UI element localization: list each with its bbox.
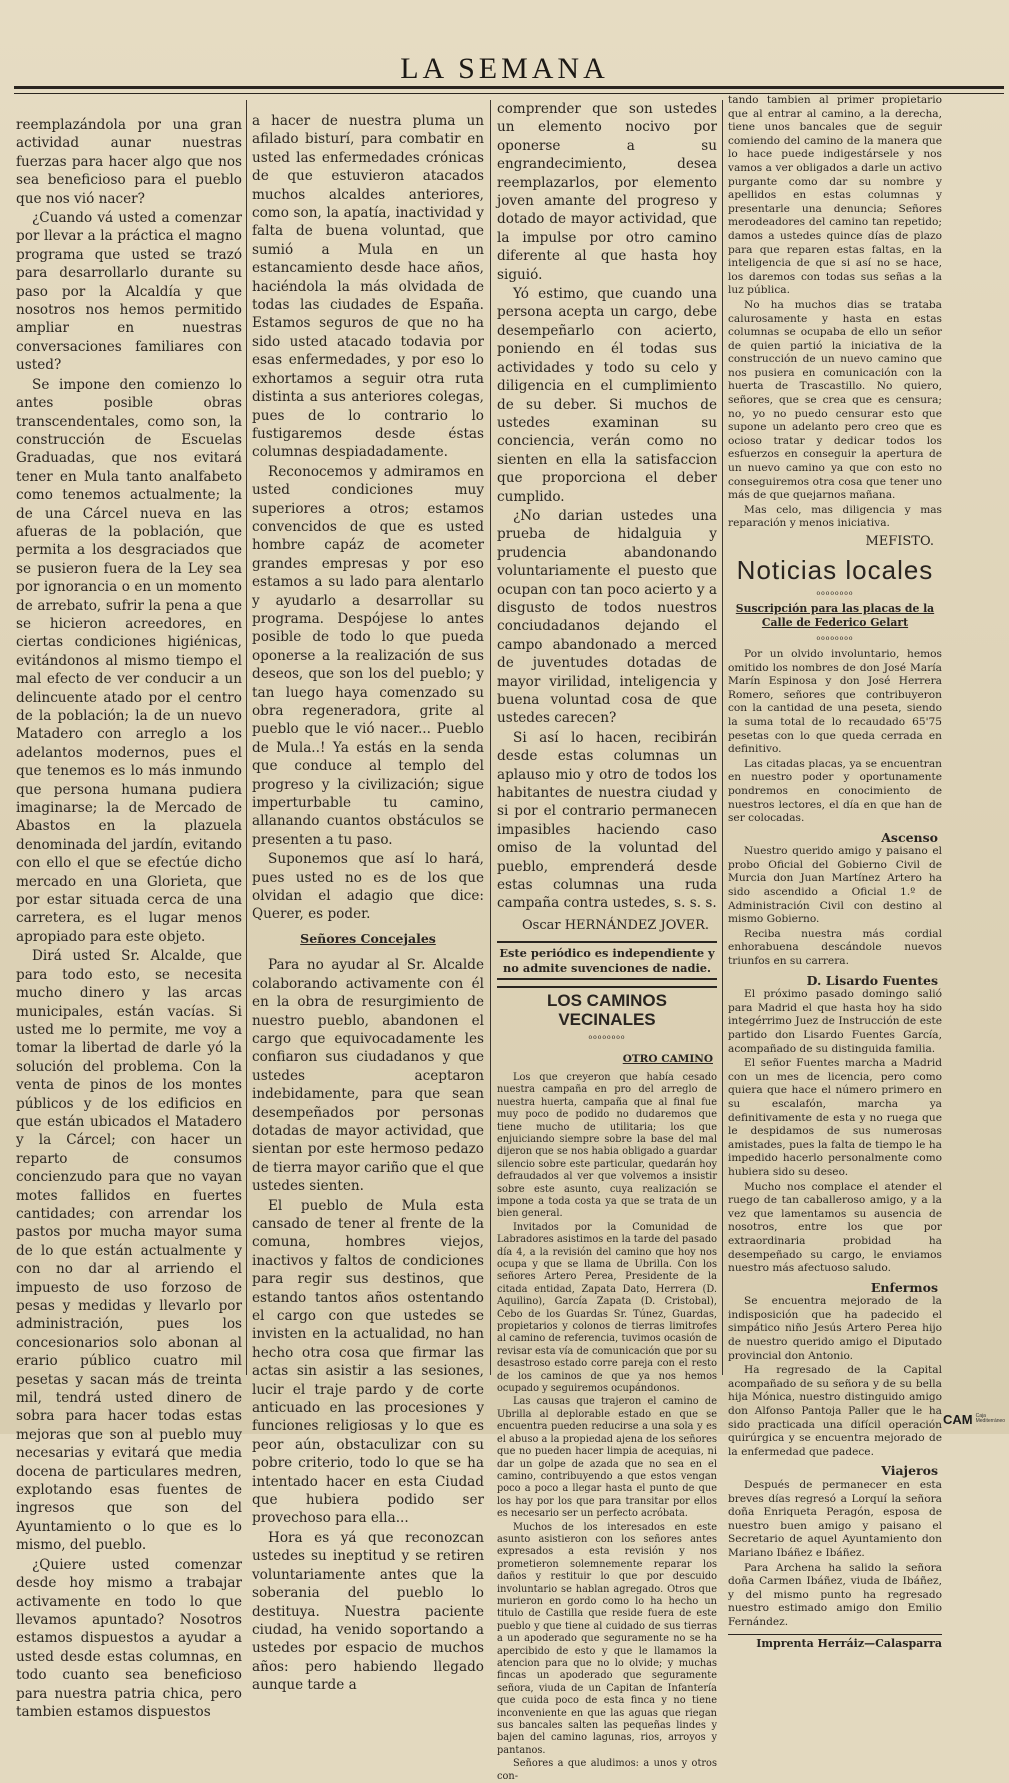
paragraph: El pueblo de Mula esta cansado de tener al frente de la comuna, hombres viejos, inactivos y faltos de condiciones para regir sus destinos, que estando tantos años ostentando el cargo con que ustedes se invisten en la actualidad, no han hecho otra cosa que firmar las actas sin asistir a las sesiones, lucir el traje pardo y de corte anticuado en las procesiones y funciones religiosas y lo que es peor aún, obstaculizar con su pobre criterio, todo lo que se ha intentado hacer en esta Ciudad que hubiera podido ser provechoso para ella...	[252, 1197, 484, 1527]
enfermos-title: Enfermos	[870, 1279, 938, 1295]
paragraph: Invitados por la Comunidad de Labradores asistimos en la tarde del pasado día 4, a la revisión del camino que hoy nos ocupa y que se llama de Ubrilla. Con los señores Artero Perea, Presidente de la citada entidad, Zapata Dato, Herrera (D. Aquilino), García Zapata (D. Cristobal), Cebo de los Guardas Sr. Túnez, Guardas, propietarios y colonos de tierras limitrofes al camino de referencia, tuvimos ocasión de revisar esta vía de comunicación que por su desastroso estado corre pareja con el resto de los caminos de que ya nos hemos ocupado y seguiremos ocupándonos.	[497, 1221, 717, 1395]
column-divider	[722, 100, 723, 1375]
paragraph: comprender que son ustedes un elemento nocivo por oponerse a su engrandecimiento, desea reemplazarlos, por elemento joven amante del progreso y dotado de mayor actividad, que la impulse por otro camino diferente al que hasta hoy siguió.	[497, 101, 717, 283]
paragraph: Por un olvido involuntario, hemos omitido los nombres de don José María Marín Espinosa y don José Herrera Romero, señores que contribuyeron con la cantidad de una peseta, siendo la suma total de lo recaudado 65'75 pesetas con lo que queda cerrada en definitivo.	[728, 647, 942, 756]
paragraph: Mas celo, mas diligencia y mas reparación y menos iniciativa.	[728, 503, 942, 530]
printer-credit: Imprenta Herráiz—Calasparra	[728, 1634, 942, 1651]
paragraph: a hacer de nuestra pluma un afilado bisturí, para combatir en usted las enfermedades crónicas de que estuvieron atacados muchos alcaldes anteriores, como son, la apatía, inactividad y falta de buena voluntad, que sumió a Mula en un estancamiento desde hace años, haciéndola la más olvidada de todas las ciudades de España. Estamos seguros de que no ha sido usted atacado todavia por esas enfermedades, y por eso lo exhortamos a seguir otra ruta distinta a sus anteriores colegas, pues de lo contrario lo fustigaremos desde éstas columnas despiadadamente.	[252, 113, 484, 461]
viajeros-title: Viajeros	[881, 1463, 938, 1479]
paragraph: Reconocemos y admiramos en usted condiciones muy superiores a otros; estamos convencidos de que es usted hombre capáz de acometer grandes empresas y por eso estamos a su lado para alentarlo y ayudarlo a desarrollar su programa. Despójese lo antes posible de todo lo que pueda oponerse a la realización de sus deseos, que son los del pueblo; y tan luego haya comenzado su obra regeneradora, grite al pueblo que le vió nacer... Pueblo de Mula..! Ya estás en la senda que conduce al templo del progreso y la civilización; sigue imperturbable tu camino, allanando cuantos obstáculos se presenten a tu paso.	[252, 463, 484, 848]
column-3	[497, 100, 717, 1782]
paragraph: Para no ayudar al Sr. Alcalde colaborando activamente con él en la obra de resurgimiento de nuestro pueblo, abandonen el cargo que equivocadamente les confiaron sus ciudadanos y que ustedes aceptaron indebidamente, para que sean desempeñados por personas dotadas de mayor actividad, que sientan por este hermoso pedazo de tierra mayor cariño que el que ustedes sienten.	[252, 957, 484, 1195]
independence-notice: Este periódico es independiente y no admite suvenciones de nadie.	[497, 941, 717, 980]
paragraph: Señores a que aludimos: a unos y otros con-	[497, 1758, 717, 1782]
paragraph: Para Archena ha salido la señora doña Carmen Ibáñez, viuda de Ibáñez, y del mismo punto ha regresado nuestro estimado amigo don Emilio Fernández.	[728, 1561, 942, 1628]
author-signature: Oscar HERNÁNDEZ JOVER.	[522, 917, 709, 933]
column-1	[16, 116, 242, 1720]
column-2	[252, 112, 484, 1694]
mefisto-signature: MEFISTO.	[865, 534, 934, 549]
suscripcion-title: Suscripción para las placas de la Calle de Federico Gelart	[735, 602, 935, 629]
lisardo-title: D. Lisardo Fuentes	[806, 972, 938, 988]
paragraph: Suponemos que así lo hará, pues usted no es de los que olvidan el adagio que dice: Querer, es poder.	[252, 851, 484, 923]
ascenso-title: Ascenso	[881, 829, 938, 845]
column-divider	[246, 100, 247, 1375]
ornament: oooooooo	[588, 1034, 626, 1042]
paragraph: Nuestro querido amigo y paisano el probo Oficial del Gobierno Civil de Murcia don Juan Martínez Artero ha sido ascendido a Oficial 1.º de Administración Civil con destino al mismo Gobierno.	[728, 845, 942, 926]
paragraph: Los que creyeron que había cesado nuestra campaña en pro del arreglo de nuestra huerta, campaña que al final fue muy poco de podido no dudaremos que tiene mucho de utilitaria; los que enjuiciando siempre sobre la base del mal dijeron que se nos habia obligado a guardar silencio sobre este particular, quedarán hoy defraudados al ver que volvemos a insistir sobre este asunto, cuya realización se impone a toda costa ya que se trata de un bien general.	[497, 1071, 717, 1220]
paragraph: Las causas que trajeron el camino de Ubrilla al deplorable estado en que se encuentra pueden reducirse a una sola y es el abuso a la propiedad ajena de los señores que no pueden hacer limpia de acequias, ni dar un golpe de azada que no sea en el camino, contribuyendo a que estos vengan poco a poco a llegar hasta el punto de que los hay por los que para transitar por ellos es necesario ser un perfecto acróbata.	[497, 1396, 717, 1520]
column-divider	[490, 100, 491, 1375]
noticias-locales-title: Noticias locales	[736, 554, 934, 585]
paragraph: El señor Fuentes marcha a Madrid con un mes de licencia, pero como quiera que hace el número primero en su escalafón, marcha ya definitivamente de esta y no ruega que le despidamos de sus numerosas amistades, pues la falta de tiempo le ha impedido hacerlo personalmente como hubiera sido su deseo.	[728, 1057, 942, 1178]
paragraph: Hora es yá que reconozcan ustedes su ineptitud y se retiren voluntariamente antes que la soberania del pueblo lo destituya. Nuestra paciente ciudad, ha venido soportando a ustedes por espacio de muchos años: pero habiendo llegado aunque tarde a	[252, 1529, 484, 1694]
paragraph: Se impone den comienzo lo antes posible obras transcendentales, como son, la construcción de Escuelas Graduadas, que nos evitará tener en Mula tanto analfabeto como tenemos actualmente; la de una Cárcel nueva en las afueras de la población, que permita a los desgraciados que se pusieron fuera de la Ley sea por ignorancia o en un momento de arrebato, sufrir la pena a que se hicieron acreedores, en ciertas condiciones higiénicas, evitándonos al mismo tiempo el mal efecto de ver conducir a un delincuente atado por el centro de la población; la de un nuevo Matadero con arreglo a los adelantos modernos, pues el que tenemos es lo más inmundo que persona humana pudiera imaginarse; la de Mercado de Abastos en la plazuela denominada del jardín, evitando con ello el que se efectúe dicho mercado en una Glorieta, que por estar situada cerca de una carretera, es el lugar menos apropiado para este objeto.	[16, 376, 242, 945]
paragraph: tando tambien al primer propietario que al entrar al camino, a la derecha, tiene unos bancales que de seguir comiendo del camino de la manera que lo hace puede indigestársele y nos vamos a ver obligados a darle un activo purgante como dar su nombre y apellidos en estas columnas y presentarle una denuncia; Señores merodeadores del camino tan repetido; damos a ustedes quince días de plazo para que reparen estas faltas, en la inteligencia de que si así no se hace, los daremos con todas sus señas a la luz pública.	[728, 94, 942, 297]
paragraph: Yó estimo, que cuando una persona acepta un cargo, debe desempeñarlo con acierto, poniendo en él todas sus actividades y todo su celo y diligencia en el cumplimiento de su deber. Si muchos de ustedes examinan su conciencia, verán como no sienten en ella la satisfaccion que proporciona el deber cumplido.	[497, 286, 717, 505]
paragraph: El próximo pasado domingo salió para Madrid el que hasta hoy ha sido integérrimo Juez de Instrucción de este partido don Lisardo Fuentes García, acompañado de su distinguida familia.	[728, 988, 942, 1055]
paragraph: Se encuentra mejorado de la indisposición que ha padecido el simpático niño Jesús Artero Perea hijo de nuestro querido amigo el Diputado provincial don Antonio.	[728, 1295, 942, 1362]
paragraph: Mucho nos complace el atender el ruego de tan caballeroso amigo, y a la vez que lamentamos su ausencia de nosotros, entre los que por extraordinaria probidad ha desempeñado su cargo, le enviamos nuestro más afectuoso saludo.	[728, 1180, 942, 1275]
paragraph: reemplazándola por una gran actividad aunar nuestras fuerzas para hacer algo que nos sea beneficioso para el pueblo que nos vió nacer?	[16, 117, 242, 207]
paragraph: Reciba nuestra más cordial enhorabuena descándole nuevos triunfos en su carrera.	[728, 927, 942, 968]
paragraph: No ha muchos dias se trataba calurosamente y hasta en estas columnas se ocupaba de ello un señor de quien partió la iniciativa de la construcción de un nuevo camino que nos pusiera en comunicación con la huerta de Trascastillo. No quiero, señores, que se crea que es censura; no, yo no puedo censurar esto que supone un adelanto pero creo que es ocioso tratar y dedicar todos los esfuerzos en conseguir la apertura de un nuevo camino ya que con esto no conseguiremos otra cosa que tener uno más de que quejarnos mañana.	[728, 298, 942, 502]
paragraph: Ha regresado de la Capital acompañado de su señora y de su bella hija Mónica, nuestro distinguido amigo don Alfonso Pantoja Paller que le ha sido practicada una difícil operación quirúrgica y se encuentra mejorado de la enfermedad que padece.	[728, 1364, 942, 1458]
caminos-article	[497, 1072, 717, 1783]
ornament: oooooooo	[816, 635, 854, 643]
ornament: oooooooo	[816, 589, 854, 597]
caminos-title: LOS CAMINOS VECINALES	[497, 986, 717, 1029]
paragraph: Si así lo hacen, recibirán desde estas columnas un aplauso mio y otro de todos los habitantes de nuestra ciudad y si por el contrario permanecen impasibles haciendo caso omiso de la voluntad del pueblo, emprenderá desde estas columnas una ruda campaña contra ustedes, s. s. s.	[497, 729, 717, 912]
section-heading-concejales: Señores Concejales	[300, 930, 436, 946]
masthead-title: LA SEMANA	[400, 52, 609, 85]
cam-logo	[940, 1408, 1006, 1430]
cam-logo-text: CAM	[943, 1411, 973, 1427]
paragraph: Dirá usted Sr. Alcalde, que para todo esto, se necesita mucho dinero y las arcas municipales, están vacías. Si usted me lo permite, me voy a tomar la libertad de darle yó la solución del problema. Con la venta de pinos de los montes públicos y de los edificios en que están ubicados el Matadero y la Cárcel; con hacer un reparto de consumos concienzudo para que no vayan motes fallidos en fuertes cantidades; con arrendar los pastos por mucha mayor suma de lo que están actualmente y con no dar al arriendo el impuesto de uso forzoso de pesas y medidas y llevarlo por administración, pues los concesionarios solo abonan al erario público cuatro mil pesetas y sacan más de treinta mil, tendrá usted dinero de sobra para hacer todas estas mejoras que son al pueblo muy necesarias y evitará que media docena de particulares medren, explotando esas fuentes de ingresos que son del Ayuntamiento o lo que es lo mismo, del pueblo.	[16, 948, 242, 1554]
paragraph: Muchos de los interesados en este asunto asistieron con los señores antes expresados a esta revisión y nos prometieron solemnemente reparar los daños y restituir lo que por descuido involuntario se hablan agregado. Otros que murieron en gordo como lo ha hecho un titulo de Castilla que reside fuera de este pueblo y que tiene al cuidado de sus tierras a un apoderado que seguramente no se ha apercibido de esto y que le llamamos la atencion para que no lo olvide; y muchas fincas un apoderado que seguramente señora, viuda de un Capitan de Infantería que cuida poco de esta finca y no tiene inconveniente en que las aguas que riegan sus bancales salten las pequeñas lindes y bajen del camino lagunas, rios, arroyos y pantanos.	[497, 1521, 717, 1756]
paragraph: Las citadas placas, ya se encuentran en nuestro poder y oportunamente pondremos en conocimiento de nuestros lectores, el día en que han de ser colocadas.	[728, 757, 942, 825]
paragraph: ¿Cuando vá usted a comenzar por llevar a la práctica el magno programa que usted se trazó para desarrollarlo durante su paso por la Alcaldía y que nosotros nos hemos permitido ampliar en nuestras conversaciones familiares con usted?	[16, 210, 242, 374]
paragraph: Después de permanecer en esta breves días regresó a Lorquí la señora doña Enriqueta Peragón, esposa de nuestro buen amigo y paisano el Secretario de aquel Ayuntamiento don Mariano Ibáñez e Ibáñez.	[728, 1479, 942, 1559]
paragraph: ¿No darian ustedes una prueba de hidalguia y prudencia abandonando voluntariamente el puesto que ocupan con tan poco acierto y a disgusto de todos nuestros conciudadanos dejando el campo abandonado a merced de juventudes dotadas de mayor virilidad, inteligencia y buena voluntad cosa de que ustedes carecen?	[497, 507, 717, 727]
cam-logo-subtext: Caja Mediterráneo	[975, 1413, 1006, 1424]
caminos-subtitle: OTRO CAMINO	[622, 1052, 713, 1065]
column-4	[728, 94, 942, 1650]
paragraph: ¿Quiere usted comenzar desde hoy mismo a trabajar activamente en todo lo que llevamos apuntado? Nosotros estamos dispuestos a ayudar a usted desde estas columnas, en todo cuanto sea beneficioso para nuestra patria chica, pero tambien estamos dispuestos	[16, 1556, 242, 1720]
masthead-rule	[14, 86, 1004, 94]
